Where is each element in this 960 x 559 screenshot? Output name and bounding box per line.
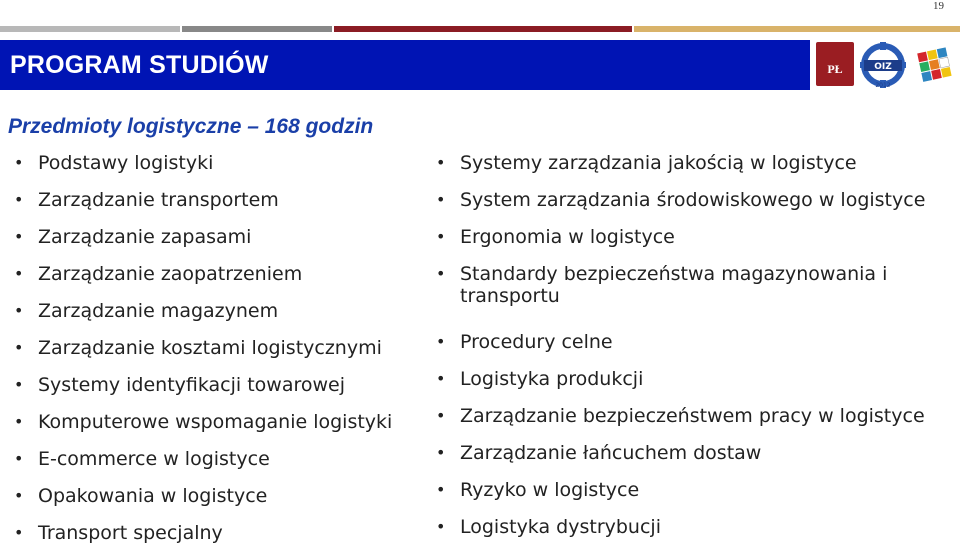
list-item-label: E-commerce w logistyce — [38, 448, 270, 470]
right-subject-list — [430, 152, 960, 553]
oiz-logo-text: OIZ — [874, 62, 892, 72]
list-item — [8, 374, 428, 411]
bullet-icon: • — [14, 301, 24, 320]
list-item-label: System zarządzania środowiskowego w logistyce — [460, 189, 926, 211]
list-item — [8, 263, 428, 300]
list-item — [430, 189, 960, 226]
list-item — [430, 405, 960, 442]
list-item — [8, 411, 428, 448]
bullet-icon: • — [14, 227, 24, 246]
bullet-icon: • — [436, 443, 446, 462]
page-number: 19 — [933, 0, 944, 12]
list-item — [8, 522, 428, 559]
oiz-logo-year: 2012 — [875, 82, 891, 89]
left-subject-list — [8, 152, 428, 559]
list-item — [8, 337, 428, 374]
section-subtitle: Przedmioty logistyczne – 168 godzin — [8, 115, 374, 138]
list-item-label: Zarządzanie zaopatrzeniem — [38, 263, 303, 285]
bullet-icon: • — [436, 153, 446, 172]
bullet-icon: • — [436, 227, 446, 246]
list-item — [8, 226, 428, 263]
stripe-gold — [634, 26, 960, 32]
bullet-icon: • — [14, 486, 24, 505]
university-logo-text: PŁ — [827, 62, 843, 76]
list-item — [430, 226, 960, 263]
list-item-label: Logistyka produkcji — [460, 368, 644, 390]
stripe-red — [334, 26, 632, 32]
bullet-icon: • — [436, 369, 446, 388]
bullet-icon: • — [14, 190, 24, 209]
list-item — [8, 448, 428, 485]
page-title: PROGRAM STUDIÓW — [10, 51, 269, 79]
bullet-icon: • — [436, 264, 446, 283]
list-item-label: Zarządzanie zapasami — [38, 226, 252, 248]
bullet-icon: • — [436, 406, 446, 425]
stripe-gray-light — [0, 26, 180, 32]
header-stripes — [0, 26, 960, 34]
list-item — [8, 152, 428, 189]
stripe-gray-dark — [182, 26, 332, 32]
list-item-label: Logistyka dystrybucji — [460, 516, 661, 538]
list-item-label: Systemy zarządzania jakością w logistyce — [460, 152, 857, 174]
list-item-label: Ergonomia w logistyce — [460, 226, 675, 248]
list-item — [430, 516, 960, 553]
list-item — [430, 331, 960, 368]
list-item-label: Komputerowe wspomaganie logistyki — [38, 411, 393, 433]
list-item-label: Zarządzanie kosztami logistycznymi — [38, 337, 382, 359]
list-item-label: Zarządzanie łańcuchem dostaw — [460, 442, 762, 464]
list-item — [430, 152, 960, 189]
bullet-icon: • — [14, 375, 24, 394]
bullet-icon: • — [436, 480, 446, 499]
list-item — [430, 263, 960, 331]
rubik-cube-icon — [912, 42, 958, 88]
list-item-label: Transport specjalny — [38, 522, 223, 544]
list-item — [8, 300, 428, 337]
list-item — [8, 189, 428, 226]
oiz-logo-icon — [858, 40, 908, 90]
bullet-icon: • — [436, 517, 446, 536]
bullet-icon: • — [14, 449, 24, 468]
bullet-icon: • — [436, 190, 446, 209]
logo-group — [812, 38, 960, 92]
list-item-label: Opakowania w logistyce — [38, 485, 268, 507]
list-item — [430, 479, 960, 516]
list-item-label: Procedury celne — [460, 331, 613, 353]
list-item-label: Standardy bezpieczeństwa magazynowania i transportu — [460, 263, 888, 307]
list-item — [430, 368, 960, 405]
title-banner — [0, 40, 810, 90]
bullet-icon: • — [14, 264, 24, 283]
list-item-label: Systemy identyfikacji towarowej — [38, 374, 346, 396]
list-item — [8, 485, 428, 522]
list-item — [430, 442, 960, 479]
list-item-label: Zarządzanie transportem — [38, 189, 279, 211]
list-item-label: Zarządzanie bezpieczeństwem pracy w logistyce — [460, 405, 925, 427]
list-item-label: Zarządzanie magazynem — [38, 300, 279, 322]
bullet-icon: • — [14, 412, 24, 431]
bullet-icon: • — [436, 332, 446, 351]
university-logo-icon — [816, 42, 854, 86]
bullet-icon: • — [14, 153, 24, 172]
list-item-label: Podstawy logistyki — [38, 152, 214, 174]
bullet-icon: • — [14, 523, 24, 542]
bullet-icon: • — [14, 338, 24, 357]
list-item-label: Ryzyko w logistyce — [460, 479, 640, 501]
